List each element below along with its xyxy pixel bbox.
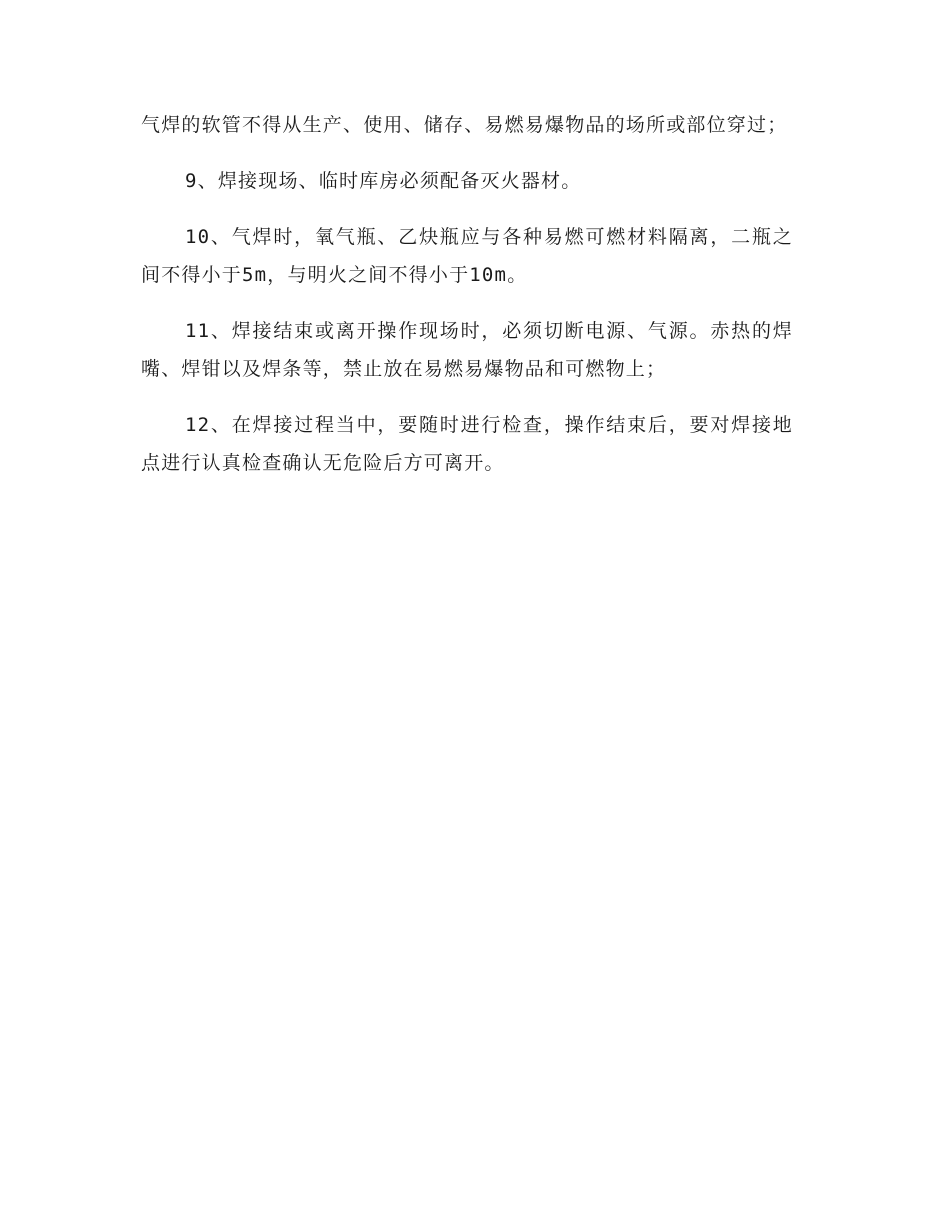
paragraph-item-11: 11、焊接结束或离开操作现场时，必须切断电源、气源。赤热的焊嘴、焊钳以及焊条等，禁止放在易燃易爆物品和可燃物上；: [141, 320, 793, 380]
document-body: [141, 106, 793, 500]
paragraph-item-12: 12、在焊接过程当中，要随时进行检查，操作结束后，要对焊接地点进行认真检查确认无危险后方可离开。: [141, 414, 793, 474]
paragraph-item-10: 10、气焊时，氧气瓶、乙炔瓶应与各种易燃可燃材料隔离，二瓶之间不得小于5m，与明火之间不得小于10m。: [141, 226, 793, 286]
paragraph-hose-routing: 气焊的软管不得从生产、使用、储存、易燃易爆物品的场所或部位穿过；: [141, 114, 788, 136]
paragraph-item-9: 9、焊接现场、临时库房必须配备灭火器材。: [185, 170, 582, 192]
